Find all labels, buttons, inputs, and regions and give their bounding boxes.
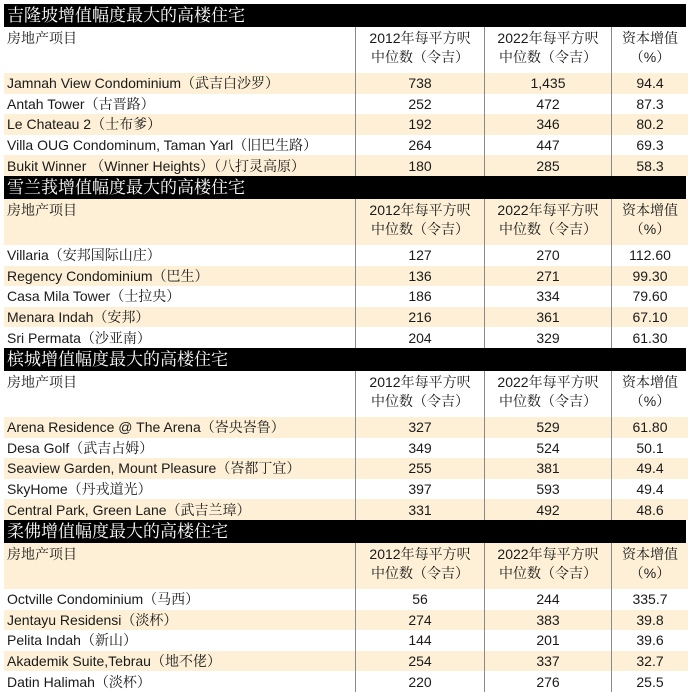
gain-pct: 50.1 (612, 438, 689, 459)
project-name: Akademik Suite,Tebrau（地不佬） (4, 651, 356, 672)
data-table (4, 27, 688, 176)
column-header-row (4, 27, 688, 73)
project-name: Octville Condominium（马西） (7, 591, 200, 608)
project-name: Villa OUG Condominum, Taman Yarl（旧巴生路） (7, 137, 318, 154)
data-table (4, 371, 688, 520)
psf-2012: 254 (356, 651, 485, 672)
section-selangor (4, 176, 686, 348)
gain-pct: 69.3 (612, 135, 689, 156)
table-row (4, 114, 688, 135)
psf-2012: 397 (356, 479, 485, 500)
section-penang (4, 348, 686, 520)
table-row (4, 266, 688, 287)
psf-2022: 381 (485, 458, 612, 479)
gain-pct: 112.60 (612, 245, 689, 266)
psf-2012: 204 (356, 327, 485, 348)
table-row (4, 307, 688, 328)
psf-2012: 264 (356, 135, 485, 156)
psf-2012: 186 (356, 286, 485, 307)
gain-pct: 79.60 (612, 286, 689, 307)
section-johor (4, 520, 686, 692)
project-name: Datin Halimah（淡杯） (7, 673, 151, 690)
project-name: Regency Condominium（巴生） (4, 266, 356, 287)
col-header-project: 房地产项目 (7, 30, 77, 46)
gain-pct: 39.6 (612, 630, 689, 651)
psf-2012: 127 (356, 245, 485, 266)
table-row (4, 630, 688, 651)
table-row (4, 286, 688, 307)
psf-2022: 383 (485, 610, 612, 631)
gain-pct: 87.3 (612, 94, 689, 115)
col-header-project: 房地产项目 (4, 543, 356, 589)
project-name: Arena Residence @ The Arena（峇央峇鲁） (4, 417, 356, 438)
project-name: Jamnah View Condominium（武吉白沙罗） (4, 73, 356, 94)
column-header-row (4, 543, 688, 589)
col-header-2022: 2022年每平方呎 中位数（令吉） (485, 543, 612, 589)
project-name: Casa Mila Tower（士拉央） (7, 288, 181, 305)
project-name: Sri Permata（沙亚南） (7, 329, 151, 346)
gain-pct: 94.4 (612, 73, 689, 94)
project-name: Menara Indah（安邦） (4, 307, 356, 328)
col-header-2012: 2012年每平方呎 中位数（令吉） (356, 371, 485, 417)
column-header-row (4, 199, 688, 245)
table-row (4, 438, 688, 459)
col-header-gain: 资本增值 （%） (612, 199, 689, 245)
gain-pct: 49.4 (612, 458, 689, 479)
section-title: 雪兰莪增值幅度最大的高楼住宅 (4, 176, 686, 199)
col-header-gain: 资本增值 （%） (612, 27, 689, 73)
psf-2022: 361 (485, 307, 612, 328)
psf-2012: 144 (356, 630, 485, 651)
table-row (4, 610, 688, 631)
psf-2022: 329 (485, 327, 612, 348)
project-name: Le Chateau 2（士布爹） (4, 114, 356, 135)
project-name: Villaria（安邦国际山庄） (7, 247, 161, 264)
gain-pct: 61.30 (612, 327, 689, 348)
table-row (4, 327, 688, 348)
gain-pct: 99.30 (612, 266, 689, 287)
table-row (4, 671, 688, 692)
psf-2022: 1,435 (485, 73, 612, 94)
table-row (4, 458, 688, 479)
project-name: Antah Tower（古晋路） (7, 95, 155, 112)
psf-2022: 529 (485, 417, 612, 438)
psf-2022: 524 (485, 438, 612, 459)
psf-2022: 276 (485, 671, 612, 692)
col-header-2012: 2012年每平方呎 中位数（令吉） (356, 543, 485, 589)
psf-2012: 252 (356, 94, 485, 115)
table-row (4, 589, 688, 610)
psf-2012: 331 (356, 499, 485, 520)
table-row (4, 245, 688, 266)
project-name: Central Park, Green Lane（武吉兰璋） (4, 499, 356, 520)
section-kuala-lumpur (4, 4, 686, 176)
col-header-project: 房地产项目 (4, 199, 356, 245)
col-header-2022: 2022年每平方呎 中位数（令吉） (485, 371, 612, 417)
table-row (4, 94, 688, 115)
psf-2012: 255 (356, 458, 485, 479)
psf-2012: 216 (356, 307, 485, 328)
section-title: 吉隆坡增值幅度最大的高楼住宅 (4, 4, 686, 27)
psf-2022: 244 (485, 589, 612, 610)
psf-2022: 593 (485, 479, 612, 500)
psf-2022: 472 (485, 94, 612, 115)
gain-pct: 25.5 (612, 671, 689, 692)
section-title: 柔佛增值幅度最大的高楼住宅 (4, 520, 686, 543)
table-row (4, 73, 688, 94)
psf-2012: 136 (356, 266, 485, 287)
col-header-gain: 资本增值 （%） (612, 371, 689, 417)
psf-2012: 220 (356, 671, 485, 692)
psf-2012: 274 (356, 610, 485, 631)
psf-2022: 492 (485, 499, 612, 520)
col-header-2022: 2022年每平方呎 中位数（令吉） (485, 199, 612, 245)
psf-2022: 337 (485, 651, 612, 672)
project-name: Desa Golf（武吉占姆） (7, 439, 154, 456)
psf-2012: 180 (356, 155, 485, 176)
gain-pct: 67.10 (612, 307, 689, 328)
gain-pct: 32.7 (612, 651, 689, 672)
psf-2022: 334 (485, 286, 612, 307)
psf-2022: 346 (485, 114, 612, 135)
psf-2022: 270 (485, 245, 612, 266)
col-header-2012: 2012年每平方呎 中位数（令吉） (356, 27, 485, 73)
psf-2022: 201 (485, 630, 612, 651)
project-name: Bukit Winner （Winner Heights）（八打灵高原） (4, 155, 356, 176)
table-row (4, 651, 688, 672)
psf-2012: 738 (356, 73, 485, 94)
table-row (4, 135, 688, 156)
psf-2022: 447 (485, 135, 612, 156)
psf-2012: 56 (356, 589, 485, 610)
project-name: Pelita Indah（新山） (7, 632, 137, 649)
col-header-gain: 资本增值 （%） (612, 543, 689, 589)
col-header-2012: 2012年每平方呎 中位数（令吉） (356, 199, 485, 245)
data-table (4, 199, 688, 348)
data-table (4, 543, 688, 692)
table-row (4, 155, 688, 176)
col-header-2022: 2022年每平方呎 中位数（令吉） (485, 27, 612, 73)
psf-2012: 192 (356, 114, 485, 135)
psf-2012: 327 (356, 417, 485, 438)
psf-2022: 271 (485, 266, 612, 287)
project-name: Seaview Garden, Mount Pleasure（峇都丁宜） (4, 458, 356, 479)
gain-pct: 39.8 (612, 610, 689, 631)
column-header-row (4, 371, 688, 417)
gain-pct: 48.6 (612, 499, 689, 520)
table-row (4, 479, 688, 500)
psf-2012: 349 (356, 438, 485, 459)
psf-2022: 285 (485, 155, 612, 176)
gain-pct: 80.2 (612, 114, 689, 135)
gain-pct: 58.3 (612, 155, 689, 176)
gain-pct: 61.80 (612, 417, 689, 438)
project-name: SkyHome（丹戎道光） (7, 481, 152, 498)
table-row (4, 417, 688, 438)
table-row (4, 499, 688, 520)
property-tables (4, 4, 686, 692)
project-name: Jentayu Residensi（淡杯） (4, 610, 356, 631)
gain-pct: 49.4 (612, 479, 689, 500)
section-title: 槟城增值幅度最大的高楼住宅 (4, 348, 686, 371)
col-header-project: 房地产项目 (7, 373, 77, 390)
gain-pct: 335.7 (612, 589, 689, 610)
